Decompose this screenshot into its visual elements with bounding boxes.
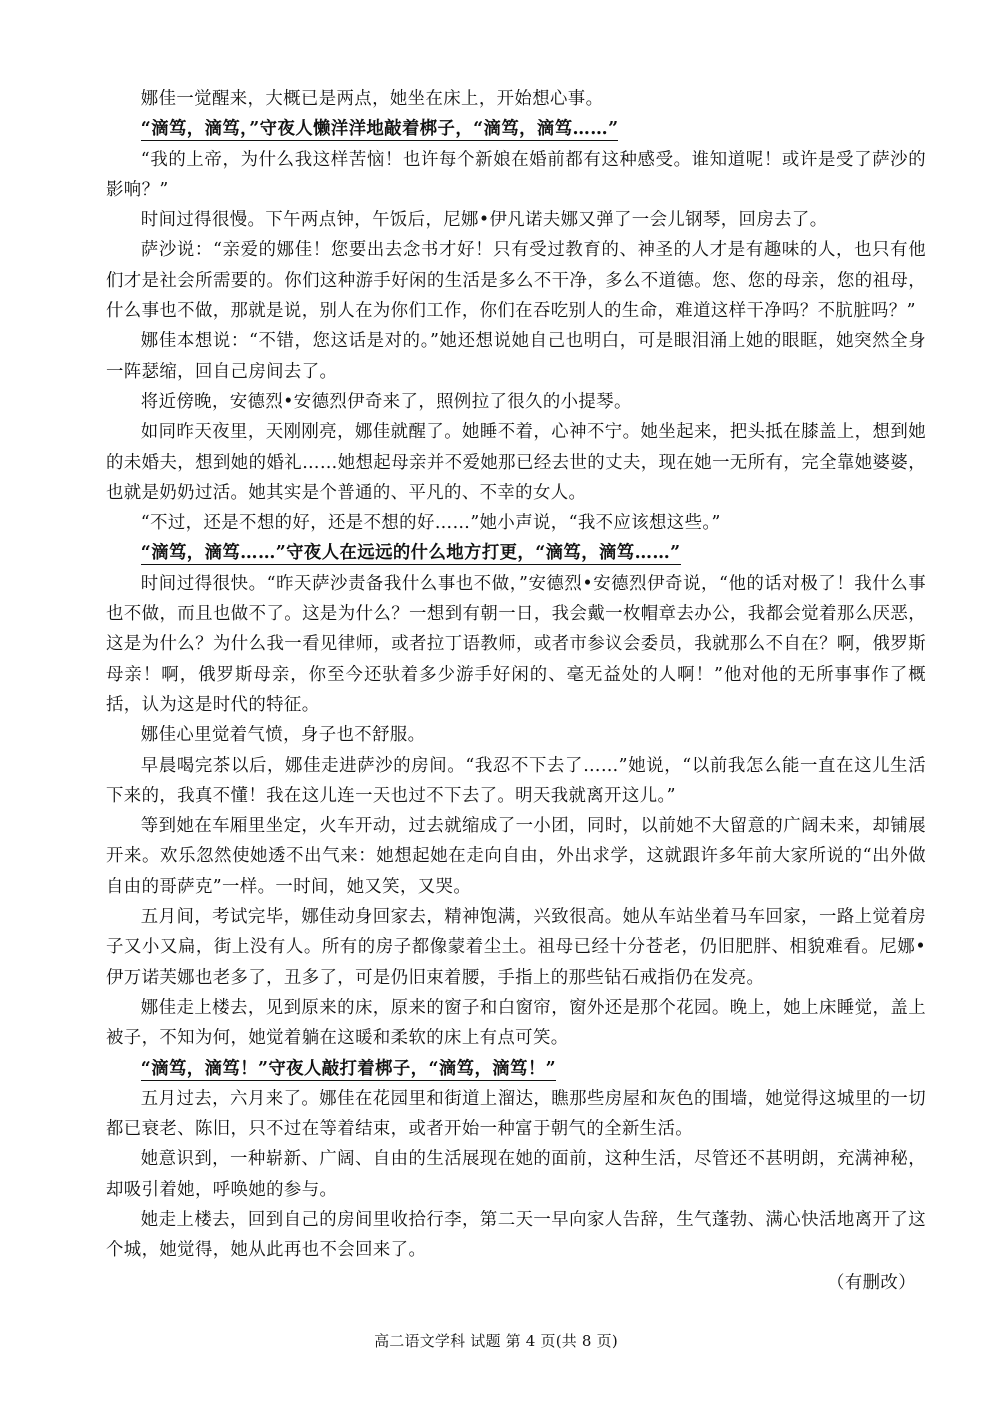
paragraph: 如同昨天夜里，天刚刚亮，娜佳就醒了。她睡不着，心神不宁。她坐起来，把头抵在膝盖上，想到她的未婚夫，想到她的婚礼……她想起母亲并不爱她那已经去世的丈夫，现在她一无所有，完全靠她婆婆，也就是奶奶过活。她其实是个普通的、平凡的、不幸的女人。 [106, 422, 926, 503]
paragraph: “不过，还是不想的好，还是不想的好……”她小声说，“我不应该想这些。” [140, 513, 721, 534]
paragraph: 她走上楼去，回到自己的房间里收拾行李，第二天一早向家人告辞，生气蓬勃、满心快活地离开了这个城，她觉得，她从此再也不会回来了。 [106, 1209, 926, 1261]
page-footer: 高二语文学科 试题 第 4 页(共 8 页) [374, 1332, 618, 1350]
paragraph: 娜佳一觉醒来，大概已是两点，她坐在床上，开始想心事。 [140, 89, 604, 109]
story-text [106, 84, 926, 1266]
paragraph: 她意识到，一种崭新、广阔、自由的生活展现在她的面前，这种生活，尽管还不甚明朗，充满神秘，却吸引着她，呼唤她的参与。 [106, 1149, 926, 1200]
paragraph: 娜佳走上楼去，见到原来的床，原来的窗子和白窗帘，窗外还是那个花园。晚上，她上床睡觉，盖上被子，不知为何，她觉着躺在这暖和柔软的床上有点可笑。 [106, 997, 926, 1049]
paragraph: 五月过去，六月来了。娜佳在花园里和街道上溜达，瞧那些房屋和灰色的围墙，她觉得这城里的一切都已衰老、陈旧，只不过在等着结束，或者开始一种富于朝气的全新生活。 [106, 1088, 926, 1140]
underlined-paragraph [106, 538, 926, 568]
paragraph: 娜佳心里觉着气愤，身子也不舒服。 [140, 725, 426, 746]
paragraph: “我的上帝，为什么我这样苦恼！也许每个新娘在婚前都有这种感受。谁知道呢！或许是受了萨沙的影响？” [106, 149, 926, 200]
paragraph: 萨沙说：“亲爱的娜佳！您要出去念书才好！只有受过教育的、神圣的人才是有趣味的人，也只有他们才是社会所需要的。你们这种游手好闲的生活是多么不干净，多么不道德。您、您的母亲，您的祖母，什么事也不做，那就是说，别人在为你们工作，你们在吞吃别人的生命，难道这样干净吗？不肮脏吗？” [106, 240, 926, 322]
paragraph: 等到她在车厢里坐定，火车开动，过去就缩成了一小团，同时，以前她不大留意的广阔未来，却铺展开来。欢乐忽然使她透不出气来：她想起她在走向自由，外出求学，这就跟许多年前大家所说的“出外做自由的哥萨克”一样。一时间，她又笑，又哭。 [106, 816, 926, 897]
underlined-sentence: “滴笃，滴笃！”守夜人敲打着梆子，“滴笃，滴笃！” [140, 1058, 557, 1079]
paragraph: 五月间，考试完毕，娜佳动身回家去，精神饱满，兴致很高。她从车站坐着马车回家，一路上觉着房子又小又扁，街上没有人。所有的房子都像蒙着尘土。祖母已经十分苍老，仍旧肥胖、相貌难看。尼娜•伊万诺芙娜也老多了，丑多了，可是仍旧束着腰，手指上的那些钻石戒指仍在发亮。 [106, 907, 926, 988]
underlined-paragraph [106, 1054, 926, 1084]
underlined-sentence: “滴笃，滴笃……”守夜人在远远的什么地方打更，“滴笃，滴笃……” [140, 543, 681, 564]
underlined-paragraph [106, 114, 926, 144]
paragraph: 时间过得很慢。下午两点钟，午饭后，尼娜•伊凡诺夫娜又弹了一会儿钢琴，回房去了。 [140, 210, 828, 231]
paragraph: 将近傍晚，安德烈•安德烈伊奇来了，照例拉了很久的小提琴。 [140, 391, 632, 412]
paragraph: 早晨喝完茶以后，娜佳走进萨沙的房间。“我忍不下去了……”她说，“以前我怎么能一直在这儿生活下来的，我真不懂！我在这儿连一天也过不下去了。明天我就离开这儿。” [106, 755, 926, 806]
underlined-sentence: “滴笃，滴笃，”守夜人懒洋洋地敲着梆子，“滴笃，滴笃……” [140, 119, 619, 140]
abridged-note: （有删改） [827, 1273, 916, 1293]
paragraph: 娜佳本想说：“不错，您这话是对的。”她还想说她自己也明白，可是眼泪涌上她的眼眶，她突然全身一阵瑟缩，回自己房间去了。 [106, 331, 926, 382]
paragraph: 时间过得很快。“昨天萨沙责备我什么事也不做，”安德烈•安德烈伊奇说，“他的话对极了！我什么事也不做，而且也做不了。这是为什么？一想到有朝一日，我会戴一枚帽章去办公，我都会觉着那么厌恶，这是为什么？为什么我一看见律师，或者拉丁语教师，或者市参议会委员，我就那么不自在？啊，俄罗斯母亲！啊，俄罗斯母亲，你至今还驮着多少游手好闲的、毫无益处的人啊！”他对他的无所事事作了概括，认为这是时代的特征。 [106, 573, 926, 715]
